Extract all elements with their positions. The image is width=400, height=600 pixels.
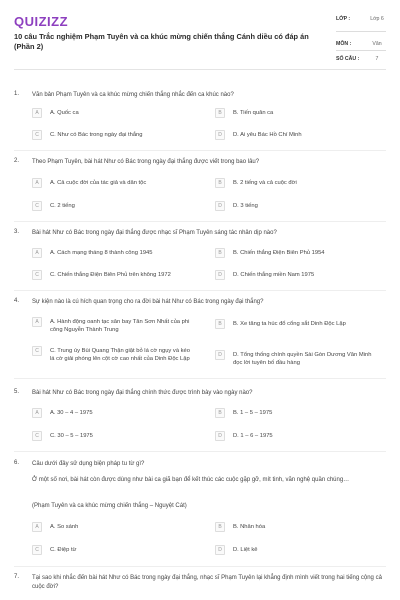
option-letter-box: B <box>215 248 225 258</box>
meta-count-value: 7 <box>375 56 379 62</box>
option-text: A. 30 – 4 – 1975 <box>50 410 93 416</box>
option-letter-box: A <box>32 317 42 327</box>
option-letter-box: B <box>215 522 225 532</box>
question-number: 1. <box>14 91 20 97</box>
option-letter-box: C <box>32 130 42 140</box>
option-letter-box: D <box>215 545 225 555</box>
question-text: Văn bản Phạm Tuyên và ca khúc mừng chiến thắng nhắc đến ca khúc nào? <box>32 92 234 98</box>
question-text: Bài hát Như có Bác trong ngày đại thắng chính thức được trình bày vào ngày nào? <box>32 390 253 396</box>
option-letter-box: A <box>32 108 42 118</box>
option-letter-box: D <box>215 201 225 211</box>
question-number: 6. <box>14 460 20 466</box>
question-number: 2. <box>14 158 20 164</box>
question-divider <box>14 150 386 151</box>
question-text: Sự kiện nào là cú hích quan trọng cho ra đời bài hát Như có Bác trong ngày đại thắng? <box>32 299 264 305</box>
option-text: A. Cách mạng tháng 8 thành công 1945 <box>50 250 153 256</box>
option-text: D. Ai yêu Bác Hồ Chí Minh <box>233 132 302 138</box>
option-text: C. Điệp từ <box>50 547 77 553</box>
meta-subject-value: Văn <box>372 41 382 47</box>
option-letter-box: C <box>32 431 42 441</box>
option-letter-box: C <box>32 346 42 356</box>
option-letter-box: C <box>32 201 42 211</box>
question-text: Tại sao khi nhắc đến bài hát Như có Bác trong ngày đại thắng, nhạc sĩ Phạm Tuyên lại khẳng định mình viết trong hai tiếng cộng cả cuộc đời? <box>32 575 382 590</box>
option-text: A. So sánh <box>50 524 79 530</box>
option-letter-box: B <box>215 408 225 418</box>
question-source: (Phạm Tuyên và ca khúc mừng chiến thắng – Nguyệt Cát) <box>32 503 187 509</box>
option-text: A. Hành động oanh tạc sân bay Tân Sơn Nhất của phi công Nguyễn Thành Trung <box>50 319 190 333</box>
question-text: Câu dưới đây sử dụng biện pháp tu từ gì? <box>32 461 145 467</box>
question-text: Bài hát Như có Bác trong ngày đại thắng được nhạc sĩ Phạm Tuyên sáng tác nhân dịp nào? <box>32 230 277 236</box>
option-text: C. Chiến thắng Điện Biên Phủ trên không 1972 <box>50 272 171 278</box>
meta-count-label: SỐ CÂU : <box>336 56 360 62</box>
question-number: 4. <box>14 298 20 304</box>
question-number: 7. <box>14 574 20 580</box>
meta-divider <box>336 50 386 51</box>
option-text: B. Xe tăng ta húc đổ cổng sắt Dinh Độc Lập <box>233 321 346 327</box>
option-letter-box: D <box>215 431 225 441</box>
option-text: D. Chiến thắng miền Nam 1975 <box>233 272 315 278</box>
meta-class-label: LỚP : <box>336 16 351 22</box>
quizizz-logo: QUIZIZZ <box>14 14 69 29</box>
option-text: B. Tiến quân ca <box>233 110 274 116</box>
option-text: D. 1 – 6 – 1975 <box>233 433 273 439</box>
option-letter-box: A <box>32 248 42 258</box>
option-text: D. Tổng thống chính quyền Sài Gòn Dương Văn Minh đọc lời tuyên bố đầu hàng <box>233 352 372 366</box>
option-text: B. Nhân hóa <box>233 524 266 530</box>
option-text: C. 2 tiếng <box>50 203 75 209</box>
question-divider <box>14 290 386 291</box>
worksheet-header <box>14 14 386 70</box>
option-letter-box: B <box>215 319 225 329</box>
question-number: 5. <box>14 389 20 395</box>
option-text: A. Quốc ca <box>50 110 79 116</box>
meta-class-value: Lớp 6 <box>370 16 384 22</box>
option-text: A. Cả cuộc đời của tác giả và dân tộc <box>50 180 147 186</box>
meta-divider <box>336 31 386 32</box>
option-letter-box: A <box>32 178 42 188</box>
worksheet-title: 10 câu Trắc nghiệm Phạm Tuyên và ca khúc mừng chiến thắng Cánh diều có đáp án (Phần 2) <box>14 32 309 51</box>
option-letter-box: A <box>32 408 42 418</box>
option-text: D. Liệt kê <box>233 547 258 553</box>
option-text: B. Chiến thắng Điện Biên Phủ 1954 <box>233 250 325 256</box>
option-letter-box: B <box>215 108 225 118</box>
meta-subject-label: MÔN : <box>336 41 352 47</box>
question-divider <box>14 221 386 222</box>
option-letter-box: C <box>32 545 42 555</box>
option-letter-box: D <box>215 350 225 360</box>
option-letter-box: C <box>32 270 42 280</box>
question-divider <box>14 378 386 379</box>
option-text: B. 1 – 5 – 1975 <box>233 410 273 416</box>
option-text: D. 3 tiếng <box>233 203 258 209</box>
option-letter-box: D <box>215 130 225 140</box>
option-text: C. Như có Bác trong ngày đại thắng <box>50 132 143 138</box>
question-divider <box>14 566 386 567</box>
question-number: 3. <box>14 229 20 235</box>
option-letter-box: A <box>32 522 42 532</box>
option-letter-box: D <box>215 270 225 280</box>
option-text: C. 30 – 5 – 1975 <box>50 433 93 439</box>
question-quote: Ở một số nơi, bài hát còn được dùng như bài ca giã bạn để kết thúc các cuộc gặp gỡ, mít tinh, văn nghệ quần chúng… <box>32 477 350 483</box>
question-text: Theo Phạm Tuyên, bài hát Như có Bác trong ngày đại thắng được viết trong bao lâu? <box>32 159 260 165</box>
option-text: C. Trung úy Bùi Quang Thận giật bỏ lá cờ ngụy và kéo lá cờ giải phóng lên cột cờ cao nhất của Dinh Độc Lập <box>50 348 191 362</box>
option-letter-box: B <box>215 178 225 188</box>
option-text: B. 2 tiếng và cả cuộc đời <box>233 180 297 186</box>
question-divider <box>14 451 386 452</box>
